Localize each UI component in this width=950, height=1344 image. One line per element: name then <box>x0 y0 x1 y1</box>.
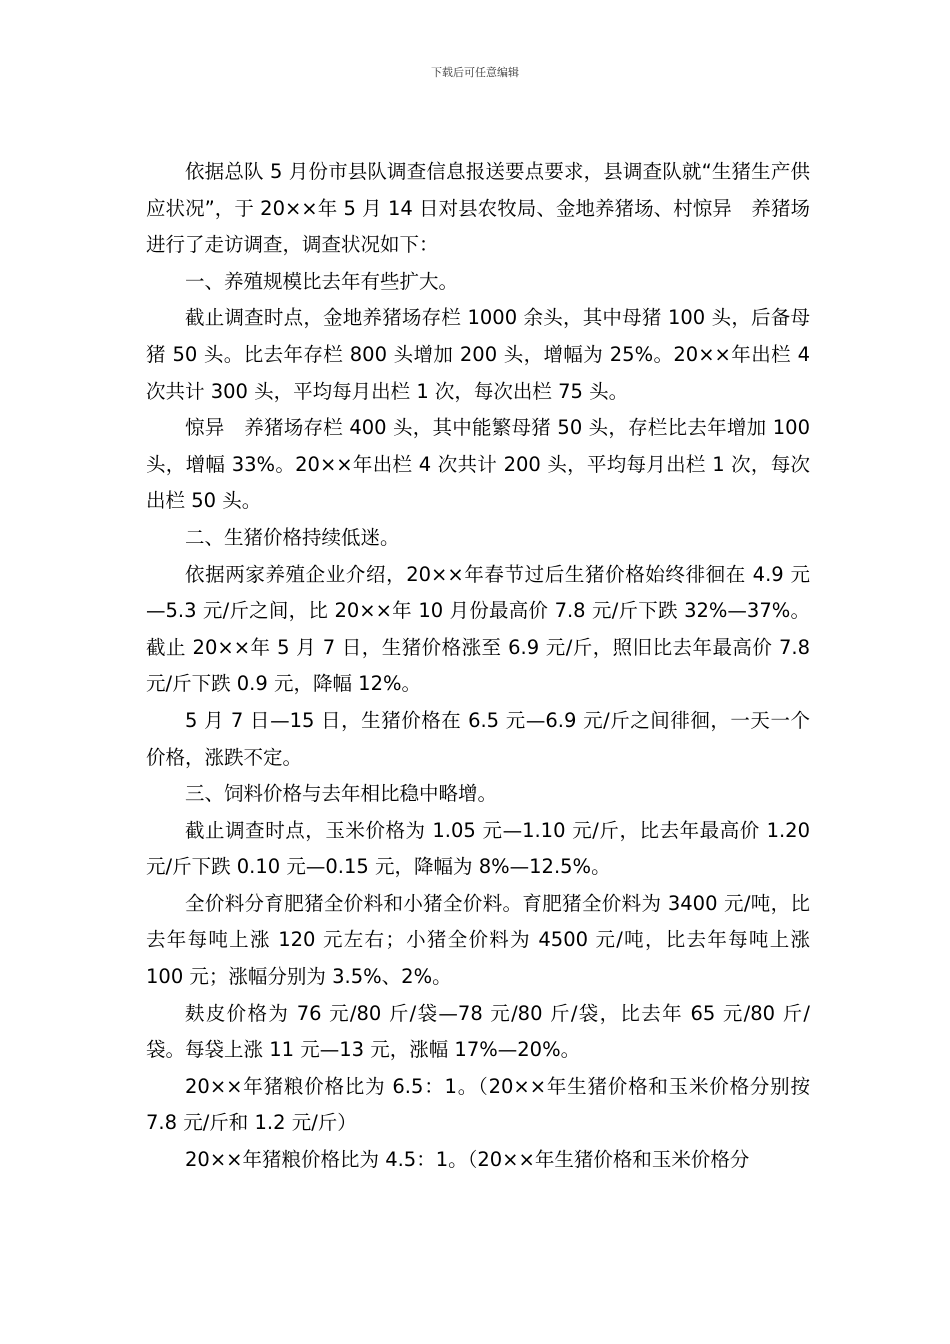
section-heading-price: 二、生猪价格持续低迷。 <box>185 525 400 549</box>
section-heading-feed: 三、饲料价格与去年相比稳中略增。 <box>185 782 498 806</box>
paragraph-full-feed: 全价料分育肥猪全价料和小猪全价料。育肥猪全价料为 3400 元/吨，比去年每吨上涨 120 元左右；小猪全价料为 4500 元/吨，比去年每吨上涨 100 元；涨幅分别为 3.5%、2%。 <box>146 891 810 989</box>
paragraph-jindi-farm: 截止调查时点，金地养猪场存栏 1000 余头，其中母猪 100 头，后备母猪 50 头。比去年存栏 800 头增加 200 头，增幅为 25%。20××年出栏 4 次共计 300 头，平均每月出栏 1 次，每次出栏 75 头。 <box>146 306 810 403</box>
paragraph-bran-price: 麸皮价格为 76 元/80 斤/袋—78 元/80 斤/袋，比去年 65 元/80 斤/袋。每袋上涨 11 元—13 元，涨幅 17%—20%。 <box>146 1001 810 1062</box>
paragraph-price-may: 5 月 7 日—15 日，生猪价格在 6.5 元—6.9 元/斤之间徘徊，一天一个价格，涨跌不定。 <box>146 708 810 769</box>
paragraph-intro: 依据总队 5 月份市县队调查信息报送要点要求，县调查队就“生猪生产供应状况”，于 20××年 5 月 14 日对县农牧局、金地养猪场、村惊异 养猪场进行了走访调查，调查状况如下： <box>146 160 810 257</box>
header-note: 下载后可任意编辑 <box>431 66 519 79</box>
page-header <box>0 64 950 82</box>
paragraph-price-trend: 依据两家养殖企业介绍，20××年春节过后生猪价格始终徘徊在 4.9 元—5.3 元/斤之间，比 20××年 10 月份最高价 7.8 元/斤下跌 32%—37%。截止 20××年 5 月 7 日，生猪价格涨至 6.9 元/斤，照旧比去年最高价 7.8 元/斤下跌 0.9 元，降幅 12%。 <box>146 562 810 696</box>
paragraph-jingyi-farm: 惊异 养猪场存栏 400 头，其中能繁母猪 50 头，存栏比去年增加 100 头，增幅 33%。20××年出栏 4 次共计 200 头，平均每月出栏 1 次，每次出栏 50 头。 <box>146 416 810 513</box>
paragraph-corn-price: 截止调查时点，玉米价格为 1.05 元—1.10 元/斤，比去年最高价 1.20 元/斤下跌 0.10 元—0.15 元，降幅为 8%—12.5%。 <box>146 818 810 879</box>
paragraph-ratio-1: 20××年猪粮价格比为 6.5：1。（20××年生猪价格和玉米价格分别按 7.8 元/斤和 1.2 元/斤） <box>146 1074 810 1135</box>
paragraph-ratio-2: 20××年猪粮价格比为 4.5：1。（20××年生猪价格和玉米价格分 <box>185 1148 750 1172</box>
section-heading-scale: 一、养殖规模比去年有些扩大。 <box>185 269 459 293</box>
document-body <box>146 154 810 1179</box>
